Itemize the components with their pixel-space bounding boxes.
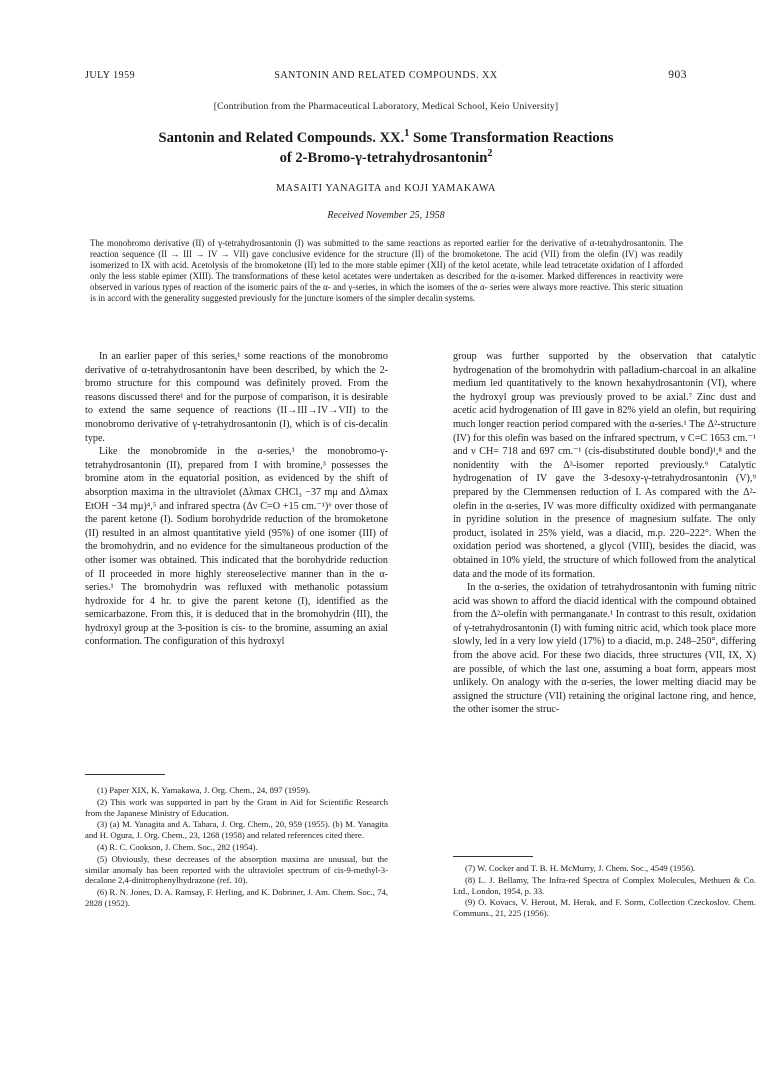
authors: MASAITI YANAGITA and KOJI YAMAKAWA [275, 183, 497, 194]
paragraph: In the α-series, the oxidation of tetrahydrosantonin with fuming nitric acid was shown to afford the diacid identical with the compound obtained from the Δ²-olefin with permanganate.¹ In contrast to this result, oxidation of γ-tetrahydrosantonin (I) with fuming nitric acid, which took place more slowly, led in a very low yield (17%) to a diacid, m.p. 248–250°, differing from the above acid. For these two diacids, three structures (VII, IX, X) are possible, of which the last one, assuming a boat form, appears most unlikely. On analogy with the α-series, the lower melting diacid may be assigned the structure (VII) retaining the original lactone ring, and hence, the other isomer the struc- [453, 582, 756, 716]
footnote: (6) R. N. Jones, D. A. Ramsay, F. Herling, and K. Dobriner, J. Am. Chem. Soc., 74, 2828 (1952). [85, 887, 388, 908]
body-column-right [453, 350, 756, 717]
footnotes-left [85, 785, 388, 910]
footnote: (2) This work was supported in part by the Grant in Aid for Scientific Research from the Japanese Ministry of Education. [85, 796, 388, 818]
paragraph: Like the monobromide in the α-series,¹ the monobromo-γ-tetrahydrosantonin (II), prepared from I with bromine,³ possesses the bromine atom in the equatorial position, as evidenced by the shift of absorption maxima in the ultraviolet (Δλmax CHCl₃ −37 mμ and Δλmax EtOH −34 mμ)⁴,⁵ and infrared spectra (Δν C=O +15 cm.⁻¹)⁶ over those of the parent ketone (I). Sodium borohydride reduction of the bromoketone (II) resulted in an almost quantitative yield (95%) of one isomer (III) of the bromohydrin, and no evidence for the simultaneous production of the other isomer was obtained. This indicated that the borohydride reduction of II proceeded in more highly stereoselective manner than in the α-series.¹ The bromohydrin was refluxed with methanolic potassium hydroxide for 4 hr. to give the parent ketone (I), identified as the semicarbazone. From this, it is deduced that in the bromohydrin (III), the hydroxyl group at the 3-position is cis- to the bromine, assuming an axial conformation. The configuration of this hydroxyl [85, 446, 388, 648]
footnote-divider [453, 856, 533, 857]
footnote: (1) Paper XIX, K. Yamakawa, J. Org. Chem., 24, 897 (1959). [97, 785, 311, 795]
abstract: The monobromo derivative (II) of γ-tetrahydrosantonin (I) was submitted to the same reactions as reported earlier for the derivative of α-tetrahydrosantonin. The reaction sequence (II → III → IV → VII) gave conclusive evidence for the structure (II) of the bromoketone. The acid (VII) from the olefin (IV) was readily isomerized to IX with acid. Acetolysis of the bromoketone (II) led to the more stable epimer (XII) of the ketol acetate, while lead tetracetate oxidation of I afforded only the less stable epimer (XIII). The transformations of these ketol acetates were undertaken as described for the α-isomer. Marked differences in reactivity were observed in various types of reaction of the isomeric pairs of the α- and γ-series, in which the isomers of the α- series were always more reactive. This steric situation is in accord with the generality suggested previously for the juncture isomers of the simpler decalin systems. [90, 238, 683, 304]
body-column-left [85, 350, 388, 649]
received-date: Received November 25, 1958 [327, 210, 445, 221]
paragraph: group was further supported by the observation that catalytic hydrogenation of the bromohydrin with palladium-charcoal in an alkaline medium led quantitatively to the known hexahydrosantonin (VI), where the hydroxyl group was previously proved to be axial.⁷ Zinc dust and acetic acid hydrogenation of III gave in 82% yield an olefin, but requiring much longer reaction period compared with the α-series.¹ The Δ²-structure (IV) for this olefin was based on the infrared spectrum, ν C=C 1653 cm.⁻¹ and ν CH= 718 and 697 cm.⁻¹ (cis-disubstituted double bond)¹,⁸ and the nonidentity with the Δ³-isomer reported previously.⁹ Catalytic hydrogenation of IV gave the 3-desoxy-γ-tetrahydrosantonin (V),⁹ prepared by the Clemmensen reduction of I. As compared with the Δ²-olefin in the α-series, IV was more difficulty oxidized with permanganate in pyridine solution in the presence of magnesium sulfate. The only product, isolated in 25% yield, was a diacid, m.p. 220–222°. When the oxidation period was shortened, a glycol (VIII), besides the diacid, was obtained in 10% yield, the structure of which followed from the analytical data and the mode of its formation. [453, 351, 756, 580]
running-head [85, 70, 687, 84]
footnotes-right [453, 863, 756, 920]
footnote: (9) O. Kovacs, V. Herout, M. Herak, and F. Sorm, Collection Czeckoslov. Chem. Communs., 21, 225 (1956). [453, 897, 756, 919]
footnote: (4) R. C. Cookson, J. Chem. Soc., 282 (1954). [97, 841, 258, 852]
footnote: (7) W. Cocker and T. B. H. McMurry, J. Chem. Soc., 4549 (1956). [465, 863, 696, 873]
title-line-1: Santonin and Related Compounds. XX.$^1$ Some Transformation Reactions [158, 128, 614, 146]
page-number: 903 [668, 69, 687, 81]
footnote: (3) (a) M. Yanagita and A. Tahara, J. Org. Chem., 20, 959 (1955). (b) M. Yanagita and H. Ogura, J. Org. Chem., 23, 1268 (1958) and related references cited there. [85, 819, 388, 841]
footnote-divider [85, 774, 165, 775]
footnote: (8) L. J. Bellamy, The Infra-red Spectra of Complex Molecules, Methuen & Co. Ltd., London, 1954, p. 33. [453, 874, 756, 896]
title-line-2: of 2-Bromo-γ-tetrahydrosantonin$^2$ [279, 148, 493, 166]
footnote: (5) Obviously, these decreases of the absorption maxima are unusual, but the similar anomaly has been reported with the ultraviolet spectrum of cis-9-methyl-3-decalone 2,4-dinitrophenylhydrazone (ref. 10). [85, 853, 388, 886]
issue-date: JULY 1959 [85, 70, 136, 81]
contribution-line: [Contribution from the Pharmaceutical Laboratory, Medical School, Keio University] [213, 101, 559, 112]
running-title: SANTONIN AND RELATED COMPOUNDS. XX [274, 70, 498, 81]
article-title [60, 128, 712, 168]
paragraph: In an earlier paper of this series,¹ some reactions of the monobromo derivative of α-tetrahydrosantonin have been described, by which the 2-bromo structure for this compound was definitely proved. From the reasons discussed there¹ and for the purpose of comparison, it is desirable to extend the same sequence of reactions (II→III→IV→VII) to the monobromo derivative of γ-tetrahydrosantonin (I), which is of cis-decalin type. [85, 351, 388, 444]
